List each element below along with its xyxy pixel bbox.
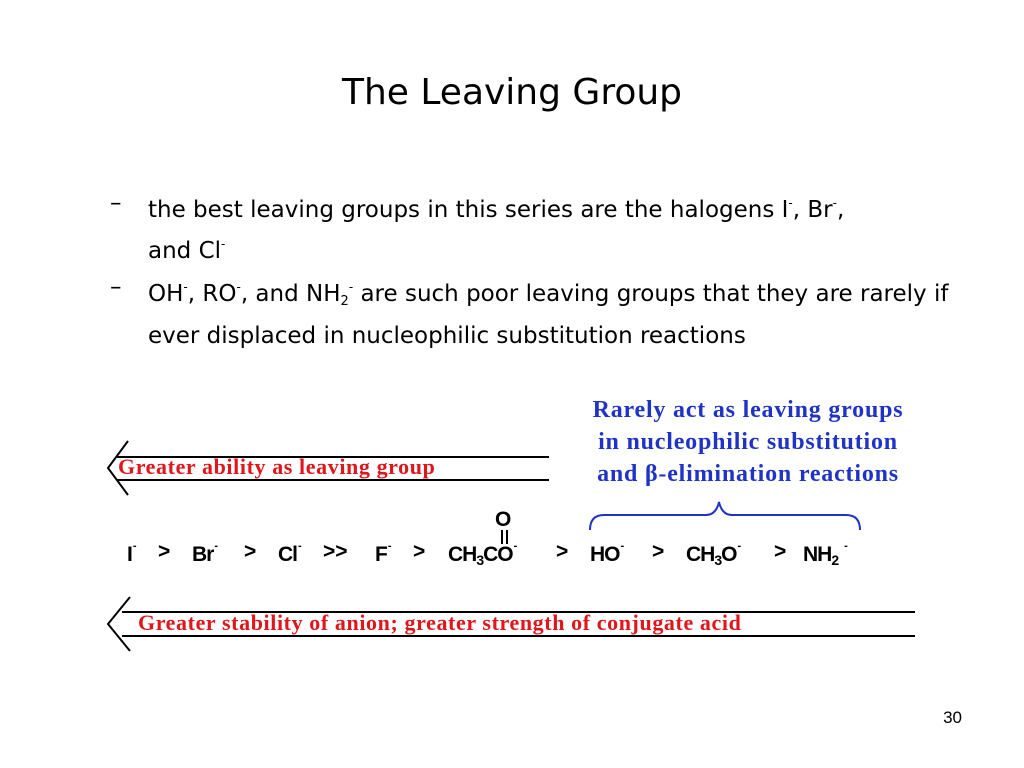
gt-sign: > <box>652 540 665 563</box>
gt-sign: > <box>158 540 171 563</box>
leaving-ability-label: Greater ability as leaving group <box>118 454 436 479</box>
iodide: I- <box>127 540 136 566</box>
hydroxide: HO- <box>590 540 624 566</box>
leaving-group-series <box>0 540 1024 580</box>
curly-brace <box>590 502 860 530</box>
page-number: 30 <box>943 708 962 727</box>
amide: $NH_2^-$ <box>803 540 847 568</box>
gt-sign: > <box>556 540 569 563</box>
gt-sign: > <box>244 540 257 563</box>
gt-sign: > <box>413 540 426 563</box>
carbonyl-oxygen: O <box>495 508 512 531</box>
bullet-text: the best leaving groups in this series are the halogens I-, Br-, and Cl- <box>148 196 845 264</box>
bromide: Br- <box>192 540 218 566</box>
rarely-leaving-note: Rarely act as leaving groups in nucleophilic substitution and β-elimination reactions <box>592 397 904 487</box>
much-gt-sign: >> <box>323 540 348 563</box>
bullet-text: OH-, RO-, and $NH_2^-$ are such poor leaving groups that they are rarely if ever displaced in nucleophilic substitution reactions <box>148 280 949 349</box>
fluoride: F- <box>375 540 391 566</box>
chloride: Cl- <box>278 540 301 566</box>
slide-title: The Leaving Group <box>341 72 683 113</box>
methoxide: $CH_3O^-$ <box>686 540 741 568</box>
anion-stability-label: Greater stability of anion; greater strength of conjugate acid <box>138 610 742 635</box>
gt-sign: > <box>774 540 787 563</box>
bullet-dash: – <box>110 274 122 300</box>
acetate: $CH_3CO^-$ <box>448 540 517 568</box>
bullet-dash: – <box>110 190 122 216</box>
